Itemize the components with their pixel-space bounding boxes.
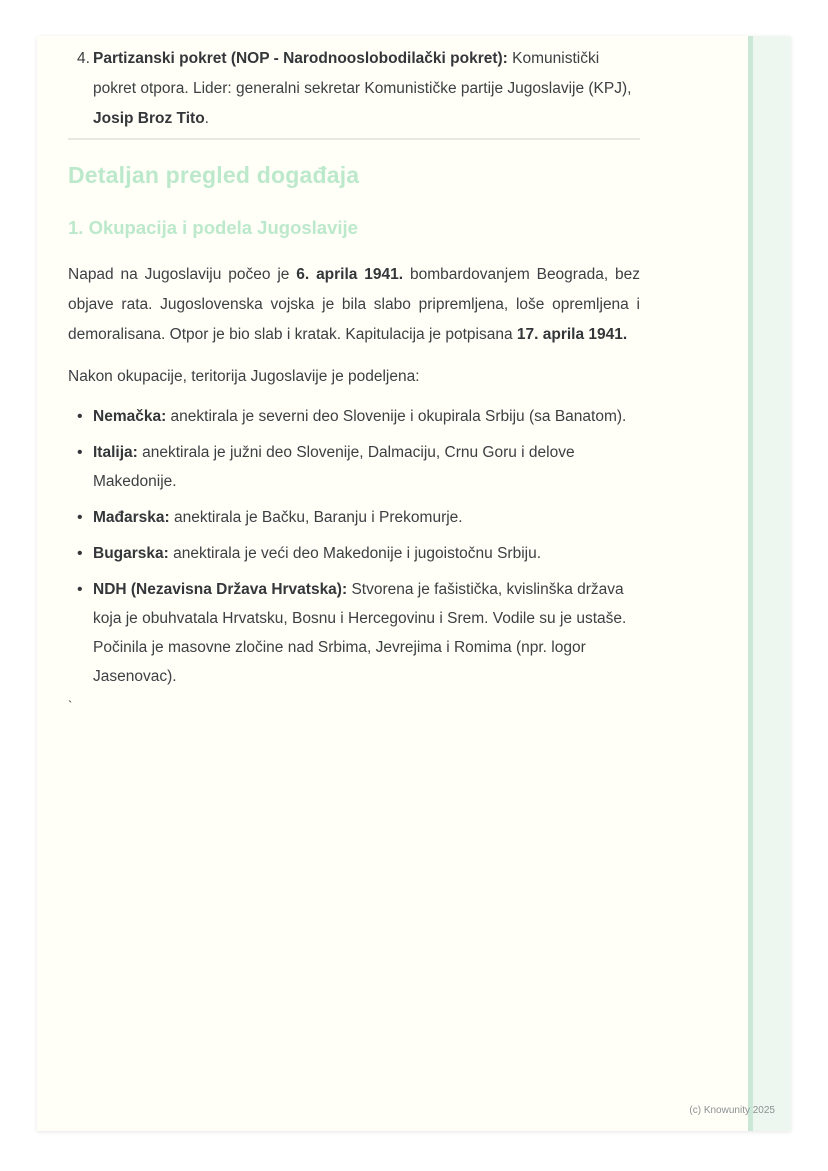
list-item-text-end: .: [204, 110, 209, 127]
list-item-text: [93, 44, 640, 134]
copyright-footer: (c) Knowunity 2025: [689, 1105, 775, 1116]
division-list: [68, 402, 640, 691]
list-item-bugarska: [68, 539, 640, 568]
page-right-accent-wash: [753, 36, 791, 1131]
list-item-madjarska: [68, 503, 640, 532]
list-item-body: anektirala je južni deo Slovenije, Dalmaciju, Crnu Goru i delove Makedonije.: [93, 444, 575, 490]
document-page: [37, 36, 791, 1131]
list-item-text-mid: Komunistički pokret otpora. Lider: generalni sekretar Komunističke partije Jugoslavije (KPJ),: [93, 50, 632, 97]
paragraph-attack-date-1: 6. aprila 1941.: [296, 266, 404, 283]
list-item-bold-name: Josip Broz Tito: [93, 110, 205, 127]
list-item-lead: Nemačka:: [93, 408, 167, 425]
section-heading: Detaljan pregled događaja: [68, 162, 360, 188]
list-item-body: anektirala je Bačku, Baranju i Prekomurje.: [169, 509, 463, 526]
subsection-heading: 1. Okupacija i podela Jugoslavije: [68, 217, 358, 238]
section-divider: [68, 138, 640, 140]
page-content: [68, 36, 640, 715]
list-item-lead: Bugarska:: [93, 545, 169, 562]
page-right-accent-line: [748, 36, 753, 1131]
list-item-body: anektirala je severni deo Slovenije i okupirala Srbiju (sa Banatom).: [166, 408, 627, 425]
numbered-list-item-4: [68, 44, 640, 134]
list-item-nemacka: [68, 402, 640, 431]
paragraph-attack-text-1: Napad na Jugoslaviju počeo je: [68, 266, 297, 283]
paragraph-attack: [68, 260, 640, 350]
paragraph-attack-text-2: bombardovanjem Beograda, bez objave rata. Jugoslovenska vojska je bila slabo pripremljena, loše opremljena i demoralisana. Otpor je bio slab i kratak. Kapitulacija je potpisana: [68, 266, 640, 343]
list-item-lead: NDH (Nezavisna Država Hrvatska):: [93, 581, 348, 598]
list-item-body: Stvorena je fašistička, kvislinška država koja je obuhvatala Hrvatsku, Bosnu i Hercegovinu i Srem. Vodile su je ustaše. Počinila je masovne zločine nad Srbima, Jevrejima i Romima (npr. logor Jasenovac).: [93, 581, 627, 685]
paragraph-attack-date-2: 17. aprila 1941.: [516, 326, 628, 343]
list-item-body: anektirala je veći deo Makedonije i jugoistočnu Srbiju.: [168, 545, 542, 562]
list-item-ndh: [68, 575, 640, 691]
stray-backtick: `: [68, 698, 73, 713]
list-item-italija: [68, 438, 640, 496]
list-item-lead: Mađarska:: [93, 509, 170, 526]
paragraph-division-intro: Nakon okupacije, teritorija Jugoslavije je podeljena:: [68, 368, 420, 385]
list-item-bold-lead: Partizanski pokret (NOP - Narodnooslobodilački pokret):: [93, 50, 508, 67]
list-item-lead: Italija:: [93, 444, 138, 461]
list-item-number: 4.: [77, 50, 90, 67]
